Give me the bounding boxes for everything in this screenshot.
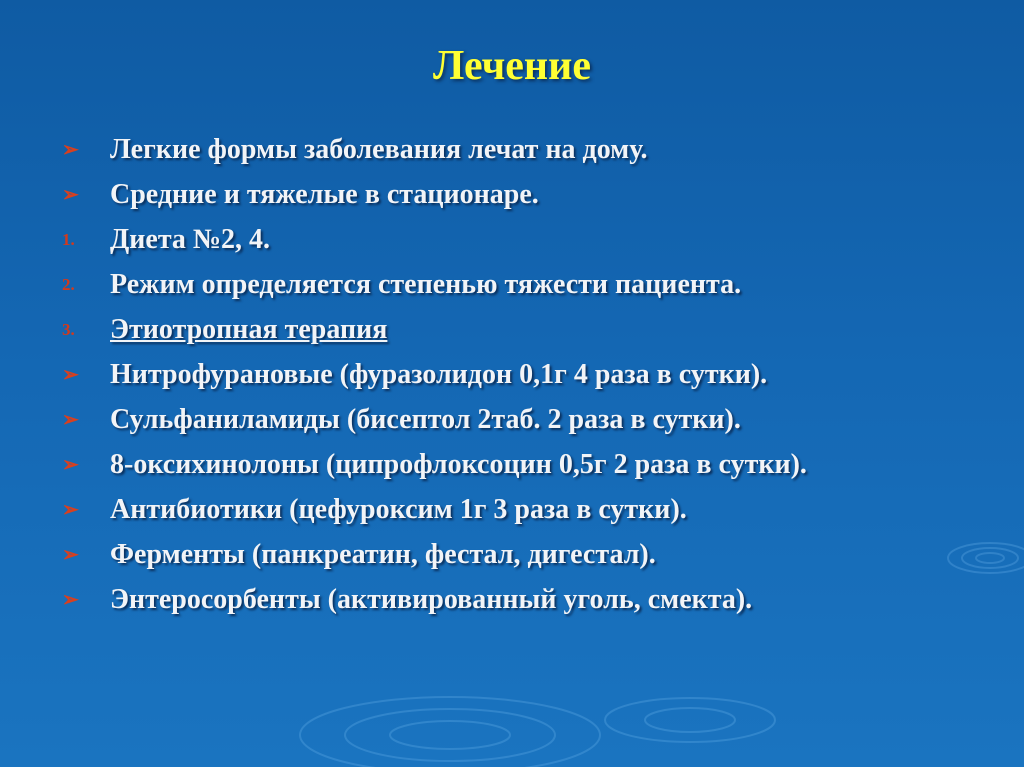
list-item xyxy=(62,403,962,437)
list-item xyxy=(62,583,962,617)
list-item xyxy=(62,133,962,167)
treatment-list xyxy=(62,133,962,628)
arrow-bullet-icon: ➢ xyxy=(62,454,79,476)
arrow-bullet-icon: ➢ xyxy=(62,364,79,386)
list-item-text: Режим определяется степенью тяжести пациента. xyxy=(110,269,742,300)
arrow-bullet-icon: ➢ xyxy=(62,409,79,431)
list-item-text: 8-оксихинолоны (ципрофлоксоцин 0,5г 2 раза в сутки). xyxy=(110,449,807,480)
list-number: 1. xyxy=(62,230,75,249)
list-number: 2. xyxy=(62,275,75,294)
list-item xyxy=(62,448,962,482)
list-item-text: Легкие формы заболевания лечат на дому. xyxy=(110,134,648,165)
list-item-text: Нитрофурановые (фуразолидон 0,1г 4 раза в сутки). xyxy=(110,359,768,390)
list-item-text: Сульфаниламиды (бисептол 2таб. 2 раза в сутки). xyxy=(110,404,741,435)
list-item xyxy=(62,493,962,527)
arrow-bullet-icon: ➢ xyxy=(62,499,79,521)
list-item xyxy=(62,223,962,257)
list-item-text-underlined: Этиотропная терапия xyxy=(110,314,388,345)
list-item-text: Энтеросорбенты (активированный уголь, смекта). xyxy=(110,584,753,615)
list-item xyxy=(62,178,962,212)
list-item xyxy=(62,358,962,392)
list-number: 3. xyxy=(62,320,75,339)
arrow-bullet-icon: ➢ xyxy=(62,589,79,611)
list-item-text: Диета №2, 4. xyxy=(110,224,271,255)
arrow-bullet-icon: ➢ xyxy=(62,544,79,566)
list-item-text: Антибиотики (цефуроксим 1г 3 раза в сутки). xyxy=(110,494,687,525)
list-item xyxy=(62,313,962,347)
list-item xyxy=(62,268,962,302)
slide-title: Лечение xyxy=(433,43,591,89)
list-item-text: Ферменты (панкреатин, фестал, дигестал). xyxy=(110,539,656,570)
arrow-bullet-icon: ➢ xyxy=(62,139,79,161)
list-item xyxy=(62,538,962,572)
list-item-text: Средние и тяжелые в стационаре. xyxy=(110,179,539,210)
arrow-bullet-icon: ➢ xyxy=(62,184,79,206)
